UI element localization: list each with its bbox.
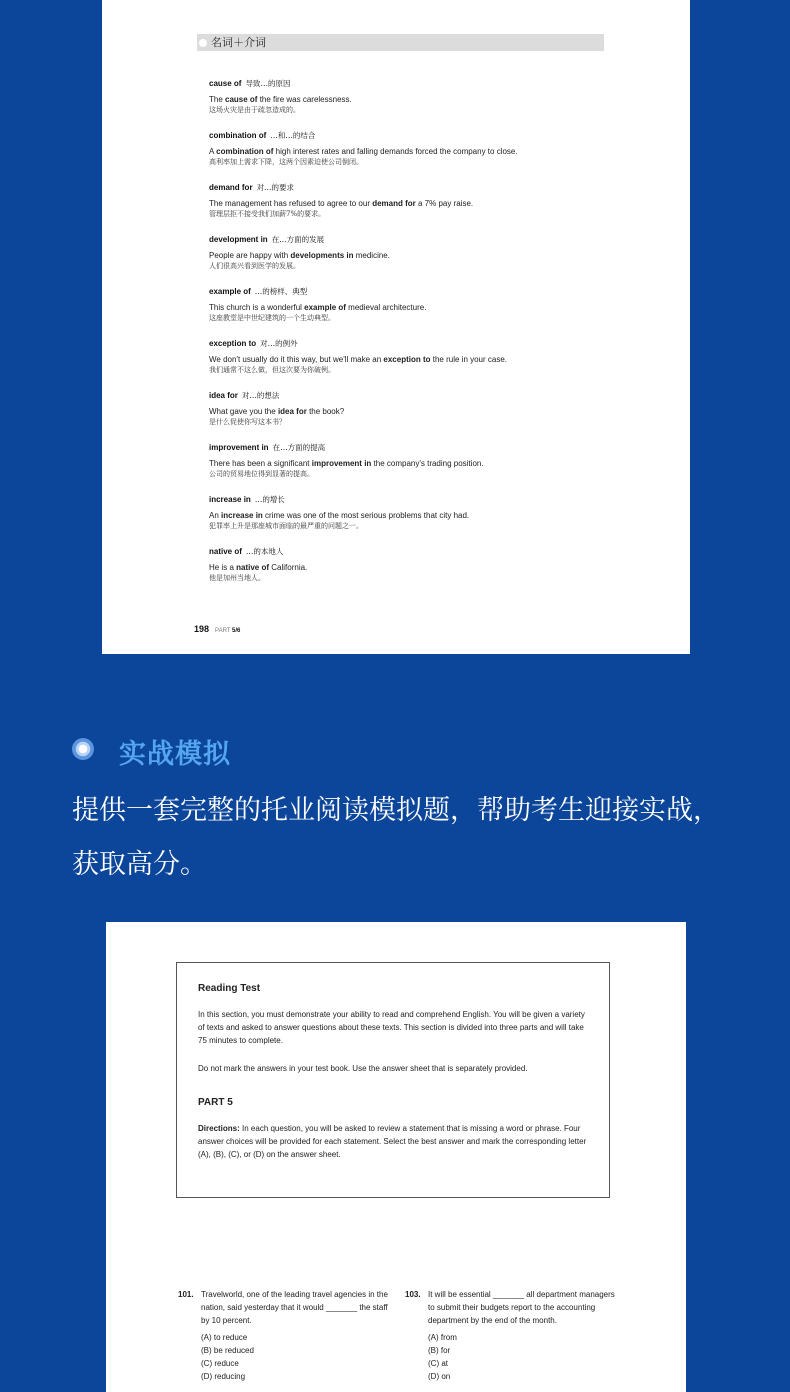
question-number: 101.: [178, 1290, 194, 1299]
question-text: It will be essential _______ all department managers to submit their budgets report to the accounting department by the end of the month.: [428, 1290, 615, 1325]
bullet-dot-icon: [199, 39, 207, 47]
entry-cause-of: [209, 78, 629, 130]
feature-bullet-icon: [72, 738, 94, 760]
answer-option: (B) for: [428, 1346, 451, 1355]
page-number: 198: [194, 624, 210, 634]
entry-meaning: …和…的结合: [270, 131, 316, 140]
part-label: PART 5/6: [215, 628, 241, 634]
answer-option: (A) to reduce: [201, 1333, 248, 1342]
entry-sentence: The management has refused to agree to our demand for a 7% pay raise.: [209, 199, 474, 208]
entry-increase-in: [209, 494, 629, 546]
question-number: 103.: [405, 1290, 421, 1299]
entry-meaning: 在…方面的提高: [272, 443, 326, 452]
entry-meaning: 对…的例外: [260, 339, 298, 348]
reading-test-title: Reading Test: [198, 983, 261, 994]
reading-test-page: [106, 922, 686, 1392]
entry-improvement-in: [209, 442, 629, 494]
instructions-paragraph: In this section, you must demonstrate your ability to read and comprehend English. You will be given a variety of texts and asked to answer questions about these texts. This section is divided into three parts and will take 75 minutes to complete.: [198, 1010, 585, 1045]
entry-combination-of: [209, 130, 629, 182]
entry-sentence: We don't usually do it this way, but we'll make an exception to the rule in your case.: [209, 355, 508, 364]
entry-native-of: [209, 546, 629, 598]
entry-translation: 公司的贸易地位得到显著的提高。: [209, 470, 314, 478]
answer-option: (B) be reduced: [201, 1346, 254, 1355]
feature-description: 提供一套完整的托业阅读模拟题，帮助考生迎接实战，获取高分。: [72, 795, 720, 880]
entry-term: improvement in: [209, 443, 269, 452]
entry-translation: 这场火灾是由于疏忽造成的。: [209, 106, 300, 114]
entry-term: combination of: [209, 131, 267, 140]
entry-exception-to: [209, 338, 629, 390]
part-title: PART 5: [198, 1097, 233, 1108]
entry-translation: 高利率加上需求下降，这两个因素迫使公司倒闭。: [209, 158, 363, 166]
entry-idea-for: [209, 390, 629, 442]
entry-sentence: What gave you the idea for the book?: [209, 407, 345, 416]
entry-demand-for: [209, 182, 629, 234]
answer-option: (D) on: [428, 1372, 451, 1381]
entry-meaning: …的榜样、典型: [254, 287, 308, 296]
question-103: [405, 1288, 618, 1383]
entry-translation: 人们很高兴看到医学的发展。: [209, 262, 300, 270]
entry-sentence: He is a native of California.: [209, 563, 308, 572]
entry-sentence: A combination of high interest rates and falling demands forced the company to close.: [209, 147, 518, 156]
entry-translation: 管理层拒不接受我们加薪7%的要求。: [209, 210, 326, 218]
instructions-box: [176, 962, 610, 1198]
entry-meaning: …的本地人: [245, 547, 284, 556]
entry-meaning: 在…方面的发展: [271, 235, 325, 244]
answer-option: (C) reduce: [201, 1359, 239, 1368]
answer-option: (A) from: [428, 1333, 457, 1342]
answer-options: [428, 1331, 618, 1383]
entry-term: demand for: [209, 183, 253, 192]
entry-sentence: There has been a significant improvement in the company's trading position.: [209, 459, 484, 468]
entry-term: development in: [209, 235, 268, 244]
section-header: 名词＋介词: [197, 34, 604, 51]
entry-meaning: 对…的要求: [256, 183, 295, 192]
directions-paragraph: Directions: In each question, you will be asked to review a statement that is missing a word or phrase. Four answer choices will be provided for each statement. Select the best answer and mark the corresponding letter (A), (B), (C), or (D) on the answer sheet.: [198, 1124, 587, 1159]
answer-options: [201, 1331, 391, 1383]
entry-meaning: …的增长: [254, 495, 285, 504]
entry-development-in: [209, 234, 629, 286]
entry-meaning: 导致…的原因: [245, 79, 291, 88]
question-101: [178, 1288, 391, 1383]
entry-term: idea for: [209, 391, 238, 400]
entry-term: example of: [209, 287, 251, 296]
entry-sentence: An increase in crime was one of the most serious problems that city had.: [209, 511, 470, 520]
entry-translation: 我们通常不这么做，但这次要为你破例。: [209, 366, 335, 374]
entry-example-of: [209, 286, 629, 338]
entry-sentence: People are happy with developments in medicine.: [209, 251, 390, 260]
entry-translation: 他是加州当地人。: [209, 574, 265, 582]
entry-term: native of: [209, 547, 242, 556]
page-footer: [194, 624, 240, 634]
entry-translation: 犯罪率上升是那座城市面临的最严重的问题之一。: [209, 522, 363, 530]
entry-list: [209, 78, 629, 598]
question-text: Travelworld, one of the leading travel agencies in the nation, said yesterday that it would _______ the staff by 10 percent.: [201, 1290, 388, 1325]
vocabulary-page: [102, 0, 690, 654]
entry-term: increase in: [209, 495, 251, 504]
feature-title: 实战模拟: [119, 739, 231, 770]
entry-meaning: 对…的想法: [241, 391, 280, 400]
instructions-paragraph: Do not mark the answers in your test book. Use the answer sheet that is separately provided.: [198, 1064, 528, 1073]
entry-sentence: This church is a wonderful example of medieval architecture.: [209, 303, 427, 312]
entry-term: exception to: [209, 339, 257, 348]
answer-option: (C) at: [428, 1359, 448, 1368]
entry-translation: 是什么促使你写这本书？: [209, 418, 286, 426]
entry-sentence: The cause of the fire was carelessness.: [209, 95, 352, 104]
entry-translation: 这座教堂是中世纪建筑的一个生动典型。: [209, 314, 335, 322]
answer-option: (D) reducing: [201, 1372, 246, 1381]
entry-term: cause of: [209, 79, 242, 88]
